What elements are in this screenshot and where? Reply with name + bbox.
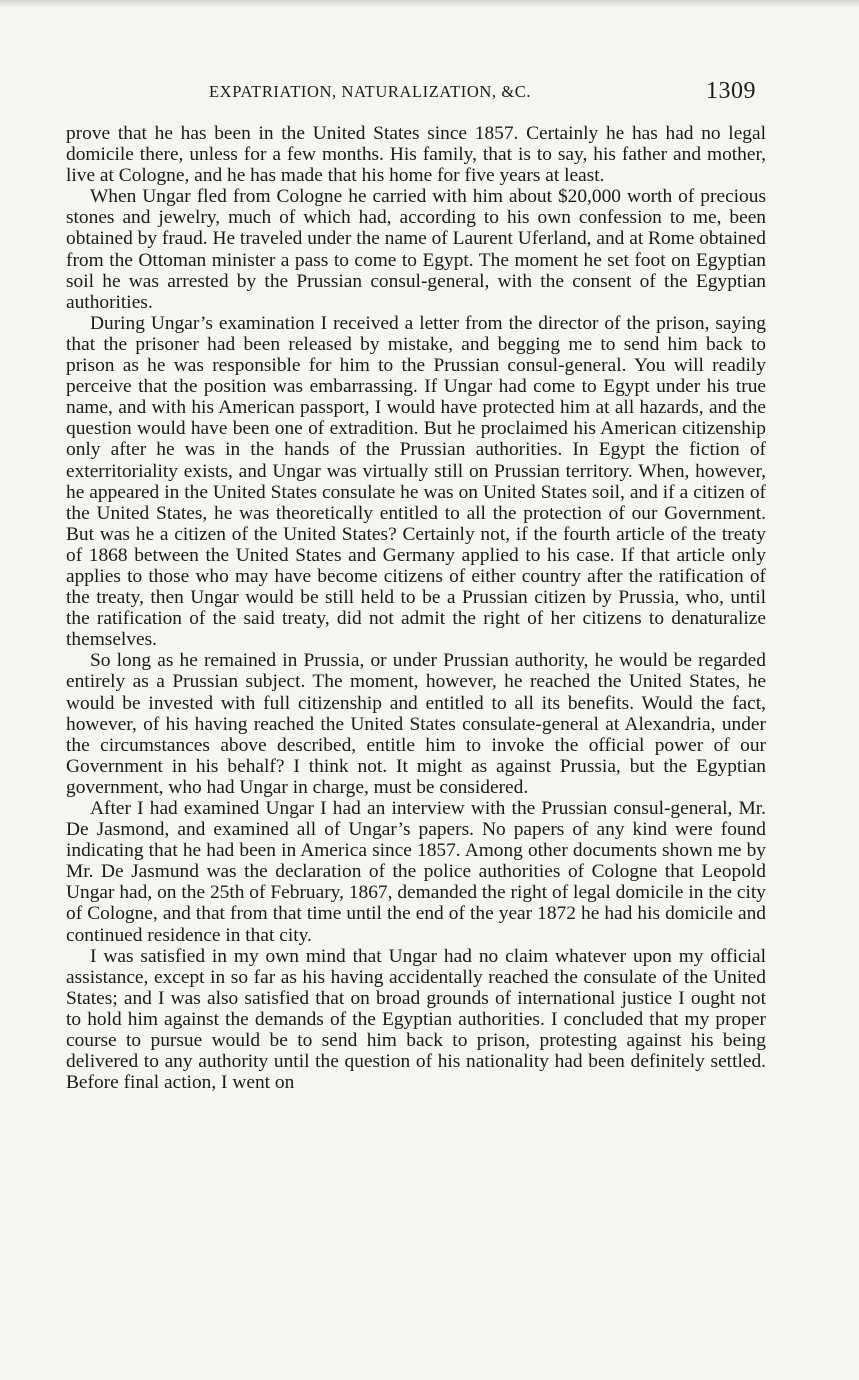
paragraph: I was satisfied in my own mind that Ungar had no claim whatever upon my official assistance, except in so far as his having accidentally reached the consulate of the United States; and I was also satisfied that on broad grounds of international justice I ought not to hold him against the demands of the Egyptian authorities. I concluded that my proper course to pursue would be to send him back to prison, protesting against his being delivered to any authority until the question of his nationality had been definitely settled. Before final action, I went on: [66, 945, 766, 1094]
body-text: [66, 123, 766, 1093]
paragraph: After I had examined Ungar I had an interview with the Prussian consul-general, Mr. De Jasmond, and examined all of Ungar’s papers. No papers of any kind were found indicating that he had been in America since 1857. Among other documents shown me by Mr. De Jasmund was the declaration of the police authorities of Cologne that Leopold Ungar had, on the 25th of February, 1867, demanded the right of legal domicile in the city of Cologne, and that from that time until the end of the year 1872 he had his domicile and continued residence in that city.: [66, 798, 766, 946]
paragraph: When Ungar fled from Cologne he carried with him about $20,000 worth of precious stones and jewelry, much of which had, according to his own confession to me, been obtained by fraud. He traveled under the name of Laurent Uferland, and at Rome obtained from the Ottoman minister a pass to come to Egypt. The moment he set foot on Egyptian soil he was arrested by the Prussian consul-general, with the consent of the Egyptian authorities.: [66, 186, 766, 313]
page-number: 1309: [706, 78, 756, 104]
paragraph: During Ungar’s examination I received a letter from the director of the prison, saying that the prisoner had been released by mistake, and begging me to send him back to prison as he was responsible for him to the Prussian consul-general. You will readily perceive that the position was embarrassing. If Ungar had come to Egypt under his true name, and with his American passport, I would have protected him at all hazards, and the question would have been one of extradition. But he proclaimed his American citizenship only after he was in the hands of the Prussian authorities. In Egypt the fiction of exterritoriality exists, and Ungar was virtually still on Prussian territory. When, however, he appeared in the United States consulate he was on United States soil, and if a citizen of the United States, he was theoretically entitled to all the protection of our Government. But was he a citizen of the United States? Certainly not, if the fourth article of the treaty of 1868 between the United States and Germany applied to his case. If that article only applies to those who may have become citizens of either country after the ratification of the treaty, then Ungar would be still held to be a Prussian citizen by Prussia, who, until the ratification of the said treaty, did not admit the right of her citizens to denaturalize themselves.: [66, 312, 766, 651]
running-title: EXPATRIATION, NATURALIZATION, &C.: [209, 82, 532, 101]
page-top-edge: [0, 0, 859, 8]
paragraph-continued: prove that he has been in the United States since 1857. Certainly he has had no legal domicile there, unless for a few months. His family, that is to say, his father and mother, live at Cologne, and he has made that his home for five years at least.: [66, 123, 766, 187]
paragraph: So long as he remained in Prussia, or under Prussian authority, he would be regarded entirely as a Prussian subject. The moment, however, he reached the United States, he would be invested with full citizenship and entitled to all its benefits. Would the fact, however, of his having reached the United States consulate-general at Alexandria, under the circumstances above described, entitle him to invoke the official power of our Government in his behalf? I think not. It might as against Prussia, but the Egyptian government, who had Ungar in charge, must be considered.: [66, 650, 766, 798]
page-header: [66, 78, 766, 112]
